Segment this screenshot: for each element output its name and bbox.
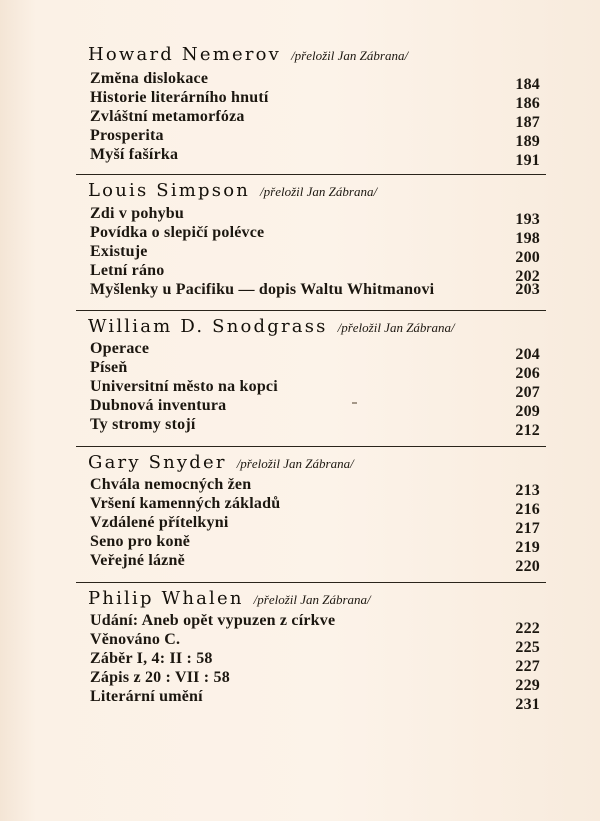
author-name: Louis Simpson [88, 180, 251, 201]
paper-speck [352, 402, 357, 404]
entry-title: Zápis z 20 : VII : 58 [90, 669, 230, 686]
entry-page: 202 [515, 268, 540, 285]
entry-page: 203 [515, 281, 540, 298]
entry-title: Záběr I, 4: II : 58 [90, 650, 213, 667]
author-name: Howard Nemerov [88, 44, 282, 65]
section-divider [76, 174, 546, 175]
author-name: William D. Snodgrass [88, 316, 328, 337]
entry-title: Historie literárního hnutí [90, 89, 269, 106]
entry-page: 206 [515, 365, 540, 382]
translator-note: /přeložil Jan Zábrana/ [253, 592, 371, 607]
entry-page: 204 [515, 346, 540, 363]
entry-page: 213 [515, 482, 540, 499]
author-heading [88, 180, 377, 201]
entry-title: Prosperita [90, 127, 164, 144]
entry-page: 227 [515, 658, 540, 675]
entry-page: 212 [515, 422, 540, 439]
entry-title: Myšlenky u Pacifiku — dopis Waltu Whitmanovi [90, 281, 435, 298]
author-heading [88, 44, 408, 65]
entry-title: Změna dislokace [90, 70, 209, 87]
entry-page: 225 [515, 639, 540, 656]
entry-page: 207 [515, 384, 540, 401]
entry-title: Ty stromy stojí [90, 416, 196, 433]
entry-page: 220 [515, 558, 540, 575]
entry-title: Vršení kamenných základů [90, 495, 281, 512]
entry-page: 193 [515, 211, 540, 228]
author-heading [88, 588, 371, 609]
entry-title: Věnováno C. [90, 631, 181, 648]
author-name: Gary Snyder [88, 452, 227, 473]
entry-page: 219 [515, 539, 540, 556]
translator-note: /přeložil Jan Zábrana/ [337, 320, 455, 335]
section-divider [76, 582, 546, 583]
section-divider [76, 446, 546, 447]
entry-title: Operace [90, 340, 150, 357]
entry-title: Zdi v pohybu [90, 205, 185, 222]
entry-page: 191 [515, 152, 540, 169]
entry-title: Existuje [90, 243, 148, 260]
entry-page: 198 [515, 230, 540, 247]
author-name: Philip Whalen [88, 588, 244, 609]
entry-page: 222 [515, 620, 540, 637]
entry-page: 184 [515, 76, 540, 93]
entry-title: Zvláštní metamorfóza [90, 108, 245, 125]
author-heading [88, 316, 455, 337]
entry-title: Povídka o slepičí polévce [90, 224, 265, 241]
entry-title: Seno pro koně [90, 533, 191, 550]
entry-page: 216 [515, 501, 540, 518]
entry-page: 186 [515, 95, 540, 112]
entry-title: Udání: Aneb opět vypuzen z církve [90, 612, 336, 629]
translator-note: /přeložil Jan Zábrana/ [291, 48, 409, 63]
entry-title: Letní ráno [90, 262, 165, 279]
entry-title: Veřejné lázně [90, 552, 185, 569]
author-heading [88, 452, 354, 473]
entry-page: 189 [515, 133, 540, 150]
entry-page: 187 [515, 114, 540, 131]
entry-page: 229 [515, 677, 540, 694]
entry-page: 200 [515, 249, 540, 266]
entry-title: Píseň [90, 359, 128, 376]
entry-title: Dubnová inventura [90, 397, 227, 414]
entry-page: 209 [515, 403, 540, 420]
translator-note: /přeložil Jan Zábrana/ [260, 184, 378, 199]
translator-note: /přeložil Jan Zábrana/ [236, 456, 354, 471]
entry-page: 217 [515, 520, 540, 537]
entry-title: Literární umění [90, 688, 203, 705]
entry-title: Myší fašírka [90, 146, 179, 163]
entry-title: Universitní město na kopci [90, 378, 278, 395]
section-divider [76, 310, 546, 311]
entry-title: Vzdálené přítelkyni [90, 514, 229, 531]
entry-title: Chvála nemocných žen [90, 476, 252, 493]
entry-page: 231 [515, 696, 540, 713]
